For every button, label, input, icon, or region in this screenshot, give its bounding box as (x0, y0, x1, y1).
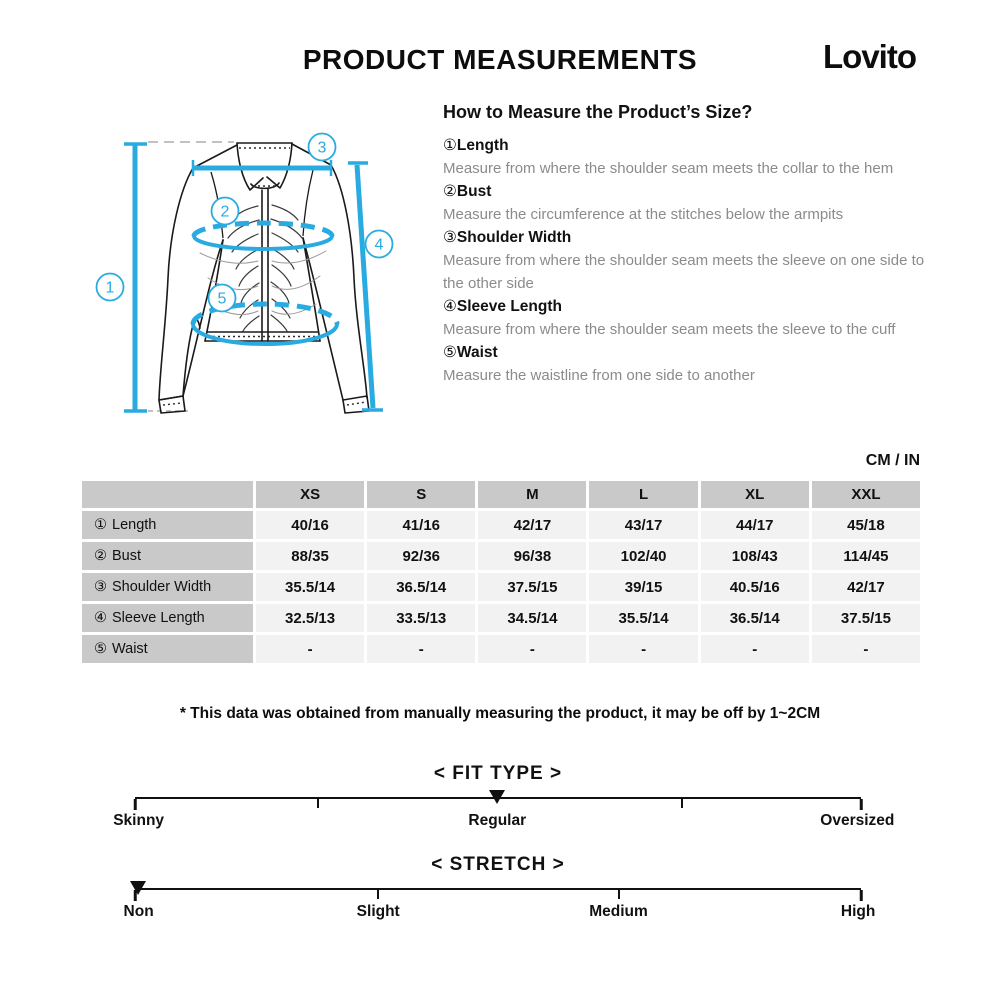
row-number: ④ (94, 610, 107, 626)
howto-item-desc: Measure the waistline from one side to another (443, 367, 755, 384)
size-column-header: XXL (812, 481, 920, 508)
measurement-value-cell: 40.5/16 (701, 573, 809, 601)
howto-item (443, 226, 935, 295)
disclaimer-note: * This data was obtained from manually measuring the product, it may be off by 1~2CM (179, 705, 821, 722)
howto-item-desc: Measure the circumference at the stitches below the armpits (443, 206, 844, 223)
row-label-text: Length (112, 517, 157, 533)
stretch-option-label: High (840, 903, 876, 920)
howto-item-desc: Measure from where the shoulder seam meets the collar to the hem (443, 160, 894, 177)
size-column-header: M (478, 481, 586, 508)
measurement-value-cell: 88/35 (256, 542, 364, 570)
measurement-row-label (82, 511, 253, 539)
measurement-value-cell: 34.5/14 (478, 604, 586, 632)
size-table (82, 481, 920, 663)
stretch-option-label: Slight (356, 903, 400, 920)
measurement-value-cell: 92/36 (367, 542, 475, 570)
svg-text:5: 5 (217, 290, 227, 308)
howto-item-number: ④ (443, 298, 457, 315)
howto-item-number: ⑤ (443, 344, 457, 361)
measurement-value-cell: 43/17 (589, 511, 697, 539)
fit-type-option-label: Skinny (113, 812, 165, 829)
measurement-value-cell: 96/38 (478, 542, 586, 570)
howto-section (443, 102, 935, 387)
garment-illustration (90, 128, 422, 430)
unit-label: CM / IN (865, 452, 920, 469)
measurement-row-label (82, 573, 253, 601)
howto-item-desc: Measure from where the shoulder seam meets the sleeve to the cuff (443, 321, 896, 338)
callout-1 (97, 274, 124, 301)
howto-item-title (443, 295, 935, 318)
fit-type-scale-tick (134, 799, 137, 810)
stretch-selected-marker (130, 881, 146, 895)
fit-type-scale-title: < FIT TYPE > (433, 763, 563, 784)
stretch-option-label: Medium (589, 903, 648, 920)
svg-text:2: 2 (220, 203, 230, 221)
measurement-value-cell: - (812, 635, 920, 663)
callout-5 (209, 285, 236, 312)
howto-item-title (443, 134, 935, 157)
garment-outline (159, 143, 369, 413)
stretch-scale-tick (860, 890, 863, 901)
measurement-value-cell: 41/16 (367, 511, 475, 539)
howto-item-label: Length (456, 137, 509, 154)
size-column-header: L (589, 481, 697, 508)
measurement-value-cell: 36.5/14 (367, 573, 475, 601)
stretch-scale-title: < STRETCH > (431, 854, 565, 875)
measurement-row-label (82, 604, 253, 632)
measurement-value-cell: 42/17 (478, 511, 586, 539)
measurement-value-cell: 36.5/14 (701, 604, 809, 632)
length-measure-line (124, 144, 147, 411)
howto-item (443, 134, 935, 180)
stretch-scale-line (135, 888, 861, 890)
howto-item-number: ① (443, 137, 457, 154)
callout-3 (309, 134, 336, 161)
measurement-value-cell: 39/15 (589, 573, 697, 601)
measurement-value-cell: 32.5/13 (256, 604, 364, 632)
shoulder-measure-line (193, 160, 331, 176)
howto-item-title (443, 341, 935, 364)
measurement-value-cell: 45/18 (812, 511, 920, 539)
measurement-value-cell: 37.5/15 (812, 604, 920, 632)
row-number: ① (94, 517, 107, 533)
stretch-scale-tick (377, 890, 379, 899)
measurement-value-cell: 37.5/15 (478, 573, 586, 601)
howto-item-desc: Measure from where the shoulder seam meets the sleeve on one side to the other side (443, 252, 925, 292)
stretch-scale-labels (123, 903, 876, 923)
row-number: ③ (94, 579, 107, 595)
howto-item-label: Waist (456, 344, 498, 361)
howto-item-label: Shoulder Width (456, 229, 572, 246)
howto-item-title (443, 180, 935, 203)
bust-measure-ellipse (194, 223, 332, 249)
measurement-row-label (82, 635, 253, 663)
size-column-header: XS (256, 481, 364, 508)
size-column-header: XL (701, 481, 809, 508)
row-number: ② (94, 548, 107, 564)
measurement-value-cell: 108/43 (701, 542, 809, 570)
stretch-scale-tick (618, 890, 620, 899)
row-label-text: Waist (112, 641, 148, 657)
measurement-value-cell: 35.5/14 (256, 573, 364, 601)
measurement-value-cell: 42/17 (812, 573, 920, 601)
measurement-value-cell: 35.5/14 (589, 604, 697, 632)
svg-text:3: 3 (317, 139, 327, 157)
howto-list (443, 134, 935, 387)
measurement-value-cell: 33.5/13 (367, 604, 475, 632)
page-title: PRODUCT MEASUREMENTS (302, 44, 698, 75)
howto-item-label: Sleeve Length (456, 298, 562, 315)
measurement-row-label (82, 542, 253, 570)
fit-type-scale-tick (317, 799, 319, 808)
row-number: ⑤ (94, 641, 107, 657)
howto-item-label: Bust (456, 183, 492, 200)
measurement-value-cell: 44/17 (701, 511, 809, 539)
howto-item-number: ② (443, 183, 457, 200)
measurement-value-cell: 102/40 (589, 542, 697, 570)
row-label-text: Sleeve Length (112, 610, 205, 626)
measurement-value-cell: - (701, 635, 809, 663)
howto-item (443, 341, 935, 387)
brand-logo: Lovito (823, 38, 916, 75)
callout-4 (366, 231, 393, 258)
fit-type-scale-tick (860, 799, 863, 810)
measurement-value-cell: - (367, 635, 475, 663)
howto-item (443, 295, 935, 341)
fit-type-selected-marker (489, 790, 505, 804)
measurement-value-cell: 114/45 (812, 542, 920, 570)
fit-type-option-label: Oversized (820, 812, 895, 829)
howto-item-title (443, 226, 935, 249)
garment-drawing (90, 128, 422, 430)
howto-item-number: ③ (443, 229, 457, 246)
measurement-value-cell: - (256, 635, 364, 663)
howto-item (443, 180, 935, 226)
callout-2 (212, 198, 239, 225)
svg-text:1: 1 (105, 279, 115, 297)
howto-heading: How to Measure the Product’s Size? (443, 102, 753, 122)
size-column-header: S (367, 481, 475, 508)
fit-type-scale-line (135, 797, 861, 799)
svg-text:4: 4 (374, 236, 384, 254)
fit-type-scale-tick (681, 799, 683, 808)
stretch-option-label: Non (123, 903, 154, 920)
table-corner-cell (82, 481, 253, 508)
fit-type-option-label: Regular (468, 812, 527, 829)
fit-type-scale-labels (113, 812, 895, 832)
measurement-value-cell: - (478, 635, 586, 663)
row-label-text: Bust (112, 548, 142, 564)
row-label-text: Shoulder Width (112, 579, 212, 595)
sleeve-measure-line (348, 163, 383, 410)
measurement-value-cell: 40/16 (256, 511, 364, 539)
measurement-value-cell: - (589, 635, 697, 663)
